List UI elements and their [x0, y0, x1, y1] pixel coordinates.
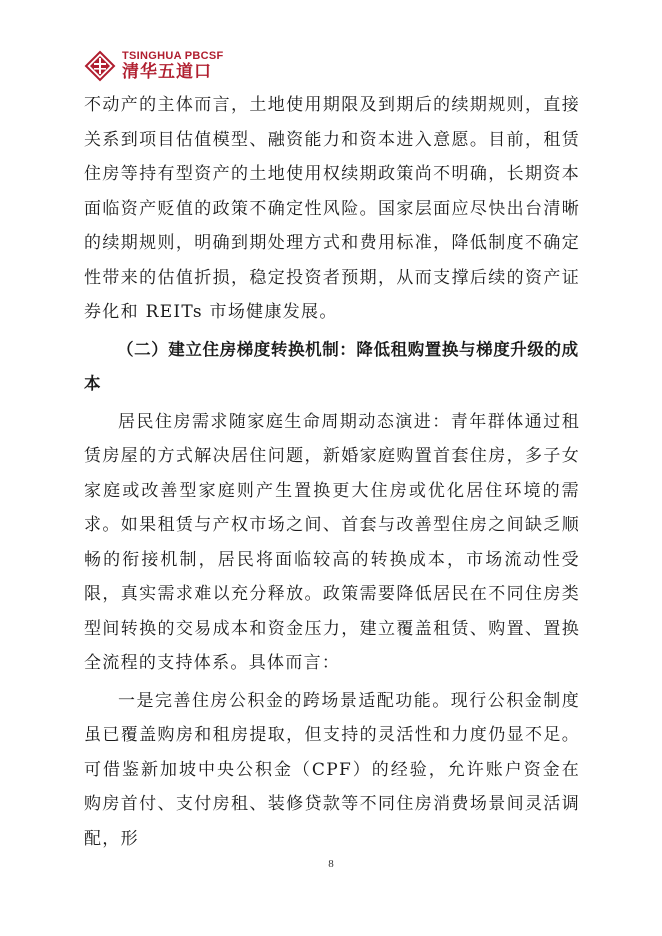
paragraph-housing-demand: 居民住房需求随家庭生命周期动态演进：青年群体通过租赁房屋的方式解决居住问题，新婚家庭购置首套住房，多子女家庭或改善型家庭则产生置换更大住房或优化居住环境的需求。如果租赁与产权市场之间、首套与改善型住房之间缺乏顺畅的衔接机制，居民将面临较高的转换成本，市场流动性受限，真实需求难以充分释放。政策需要降低居民在不同住房类型间转换的交易成本和资金压力，建立覆盖租赁、购置、置换全流程的支持体系。具体而言： [84, 411, 580, 673]
tsinghua-pbcsf-logo-icon [84, 50, 116, 82]
paragraph-continuation: 不动产的主体而言，土地使用期限及到期后的续期规则，直接关系到项目估值模型、融资能力和资本进入意愿。目前，租赁住房等持有型资产的土地使用权续期政策尚不明确，长期资本面临资产贬值的政策不确定性风险。国家层面应尽快出台清晰的续期规则，明确到期处理方式和费用标准，降低制度不确定性带来的估值折损，稳定投资者预期，从而支撑后续的资产证券化和 REITs 市场健康发展。 [84, 95, 580, 322]
page-number: 8 [328, 858, 334, 870]
logo-text [122, 51, 224, 81]
paragraph-provident-fund: 一是完善住房公积金的跨场景适配功能。现行公积金制度虽已覆盖购房和租房提取，但支持的灵活性和力度仍显不足。可借鉴新加坡中央公积金（CPF）的经验，允许账户资金在购房首付、支付房租、装修贷款等不同住房消费场景间灵活调配，形 [84, 690, 580, 849]
logo-english-name: TSINGHUA PBCSF [122, 50, 224, 62]
logo-chinese-name: 清华五道口 [122, 62, 212, 82]
document-body [84, 88, 580, 856]
header-logo [84, 46, 224, 86]
section-heading: （二）建立住房梯度转换机制：降低租购置换与梯度升级的成本 [84, 339, 579, 393]
